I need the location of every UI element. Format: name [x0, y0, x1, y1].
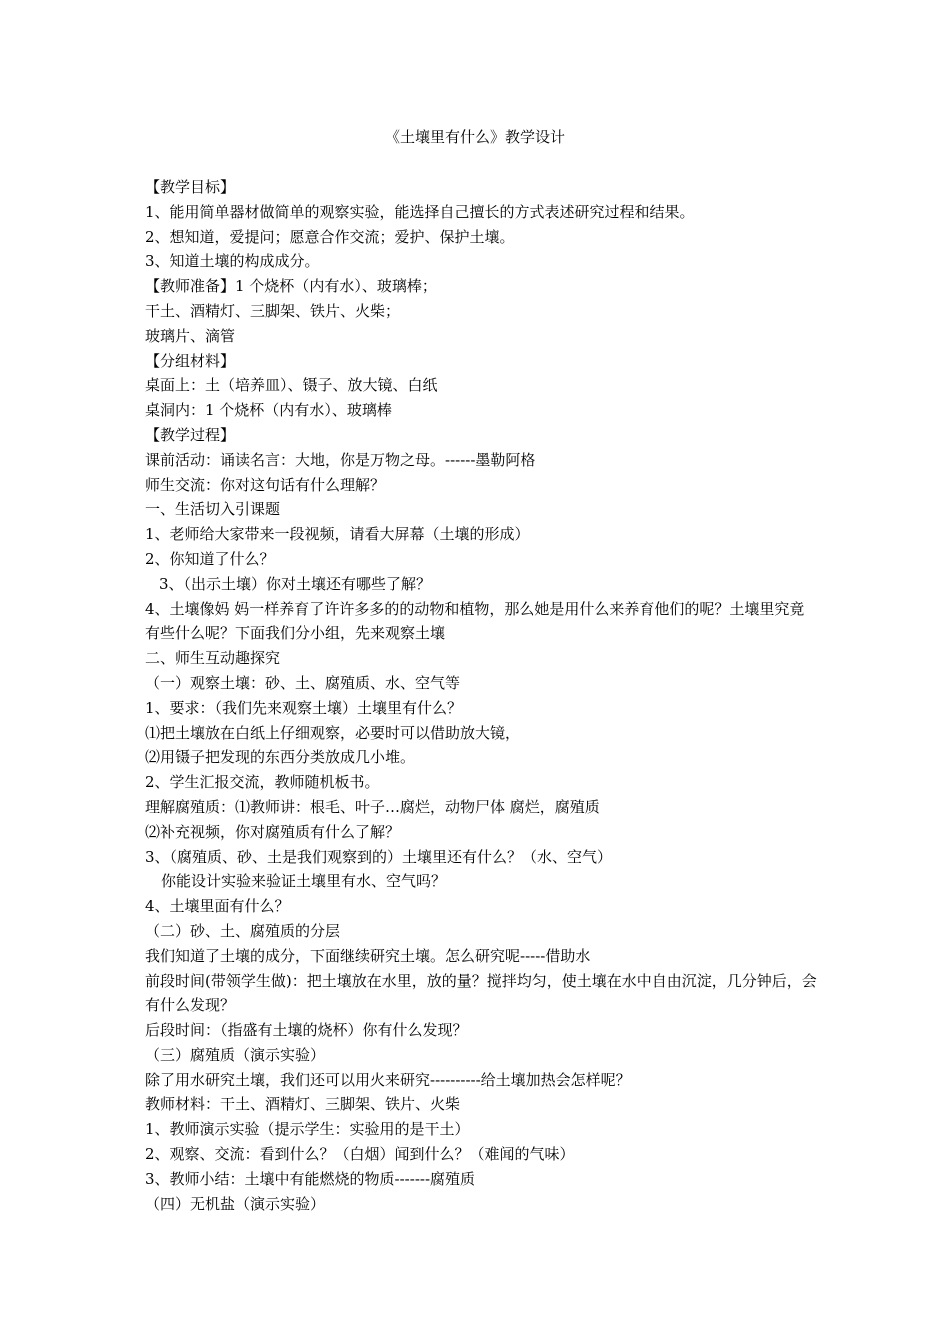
part-2-heading: 二、师生互动趣探究 — [145, 649, 281, 668]
subsection-3-step-1: 1、教师演示实验（提示学生：实验用的是干土） — [145, 1120, 470, 1139]
subsection-1-step-2: 2、学生汇报交流，教师随机板书。 — [145, 773, 380, 792]
objective-2: 2、想知道，爱提问；愿意合作交流；爱护、保护土壤。 — [145, 227, 515, 246]
part-1-step-1: 1、老师给大家带来一段视频，请看大屏幕（土壤的形成） — [145, 525, 530, 544]
subsection-2-later: 后段时间：（指盛有土壤的烧杯）你有什么发现？ — [145, 1021, 468, 1040]
subsection-3-step-3: 3、教师小结：土壤中有能燃烧的物质-------腐殖质 — [145, 1169, 476, 1188]
subsection-1-heading: （一）观察土壤：砂、土、腐殖质、水、空气等 — [145, 673, 461, 692]
humus-explanation-2: ⑵补充视频，你对腐殖质有什么了解？ — [145, 822, 401, 841]
part-1-step-2: 2、你知道了什么？ — [145, 549, 275, 568]
subsection-1-step-3: 3、（腐殖质、砂、土是我们观察到的）土壤里还有什么？（水、空气） — [145, 847, 613, 866]
section-heading-group-materials: 【分组材料】 — [145, 351, 236, 370]
subsection-1-step-1: 1、要求：（我们先来观察土壤）土壤里有什么？ — [145, 698, 463, 717]
subsection-1-step-1a: ⑴把土壤放在白纸上仔细观察，必要时可以借助放大镜， — [145, 723, 521, 742]
section-heading-process: 【教学过程】 — [145, 425, 236, 444]
subsection-2-intro: 我们知道了土壤的成分，下面继续研究土壤。怎么研究呢-----借助水 — [145, 946, 591, 965]
objective-1: 1、能用简单器材做简单的观察实验，能选择自己擅长的方式表述研究过程和结果。 — [145, 202, 695, 221]
subsection-1-step-4: 4、土壤里面有什么？ — [145, 897, 290, 916]
group-materials-desk: 桌面上：土（培养皿）、镊子、放大镜、白纸 — [145, 376, 438, 395]
teacher-student-exchange: 师生交流：你对这句话有什么理解？ — [145, 475, 386, 494]
subsection-4-heading: （四）无机盐（演示实验） — [145, 1194, 326, 1213]
section-heading-objectives: 【教学目标】 — [145, 178, 236, 196]
part-1-step-3: 3、（出示土壤）你对土壤还有哪些了解？ — [159, 574, 432, 593]
subsection-1-step-1b: ⑵用镊子把发现的东西分类放成几小堆。 — [145, 748, 416, 767]
subsection-3-heading: （三）腐殖质（演示实验） — [145, 1045, 326, 1064]
part-1-heading: 一、生活切入引课题 — [145, 500, 281, 519]
subsection-1-step-3-followup: 你能设计实验来验证土壤里有水、空气吗？ — [161, 872, 447, 891]
humus-explanation-1: 理解腐殖质：⑴教师讲：根毛、叶子…腐烂，动物尸体 腐烂，腐殖质 — [145, 797, 600, 816]
teacher-prep-line-3: 玻璃片、滴管 — [145, 326, 236, 345]
subsection-3-step-2: 2、观察、交流：看到什么？（白烟）闻到什么？（难闻的气味） — [145, 1145, 575, 1164]
subsection-3-materials: 教师材料：干土、酒精灯、三脚架、铁片、火柴 — [145, 1095, 461, 1114]
section-heading-teacher-prep: 【教师准备】1 个烧杯（内有水）、玻璃棒； — [145, 277, 437, 296]
document-title: 《土壤里有什么》教学设计 — [384, 128, 565, 146]
teacher-prep-line-2: 干土、酒精灯、三脚架、铁片、火柴； — [145, 301, 401, 320]
subsection-2-earlier: 前段时间(带领学生做)：把土壤放在水里，放的量？搅拌均匀，使土壤在水中自由沉淀，几分钟后，会有什么发现？ — [145, 971, 817, 1015]
group-materials-drawer: 桌洞内：1 个烧杯（内有水）、玻璃棒 — [145, 401, 392, 420]
document-body — [145, 175, 817, 1216]
subsection-3-intro: 除了用水研究土壤，我们还可以用火来研究----------给土壤加热会怎样呢？ — [145, 1070, 631, 1089]
subsection-2-heading: （二）砂、土、腐殖质的分层 — [145, 921, 341, 940]
part-1-step-4: 4、土壤像妈 妈一样养育了许许多多的的动物和植物，那么她是用什么来养育他们的呢？土壤里究竟有些什么呢？下面我们分小组，先来观察土壤 — [145, 599, 805, 643]
objective-3: 3、知道土壤的构成成分。 — [145, 252, 320, 271]
pre-class-activity: 课前活动：诵读名言：大地，你是万物之母。------墨勒阿格 — [145, 450, 536, 469]
